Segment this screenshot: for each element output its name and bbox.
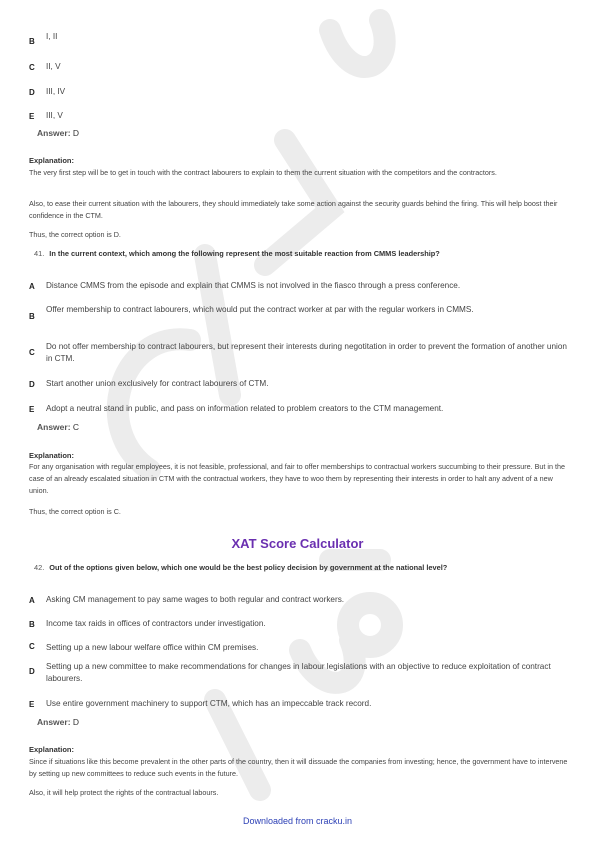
option-text: I, II (46, 32, 58, 41)
option-letter-c: C (29, 642, 35, 651)
explanation-text: Also, to ease their current situation with the labourers, they should immediately take some action against the security guards behind the firing. This will help boost their confidence in the CTM. (29, 199, 558, 220)
option-text: II, V (46, 62, 61, 71)
option-text: Distance CMMS from the episode and explain that CMMS is not involved in the fiasco through a press conference. (46, 281, 461, 290)
explanation-title: Explanation: (29, 156, 75, 165)
option-letter-b: B (29, 620, 35, 629)
option-letter-e: E (29, 405, 35, 414)
option-text: III, IV (46, 87, 66, 96)
option-text: Asking CM management to pay same wages to both regular and contract workers. (46, 595, 345, 604)
option-text: Setting up a new committee to make recommendations for changes in labour legislations with an objective to reduce exploitation of contract labourers. (46, 662, 551, 683)
explanation-text: Also, it will help protect the rights of the contractual labours. (29, 788, 219, 797)
option-letter-a: A (29, 282, 35, 291)
answer: Answer: D (37, 128, 80, 138)
question-41: 41. In the current context, which among the following represent the most suitable reaction from CMMS leadership? (34, 249, 440, 258)
option-letter-e: E (29, 700, 35, 709)
option-text: Do not offer membership to contract labourers, but represent their interests during negotitation in order to prevent the formation of another union in CTM. (46, 342, 567, 363)
option-text: Start another union exclusively for contract labourers of CTM. (46, 379, 269, 388)
option-letter-d: D (29, 88, 35, 97)
explanation-text: Since if situations like this become prevalent in the other parts of the country, then it will dissuade the companies from investing; hence, the government have to intervene by setting up new committees to reduce such events in the future. (29, 757, 568, 778)
option-letter-c: C (29, 348, 35, 357)
explanation-title: Explanation: (29, 745, 75, 754)
explanation-text: For any organisation with regular employees, it is not feasible, professional, and fair to offer memberships to contractual workers succumbing to their pressure. But in the case of an already escalated situation in CTM with the contractual workers, they have to woo them by representing their interests in order to halt any advent of a new union. (29, 462, 565, 495)
option-text: III, V (46, 111, 63, 120)
option-letter-a: A (29, 596, 35, 605)
option-text: Income tax raids in offices of contractors under investigation. (46, 619, 266, 628)
xat-score-calculator-link[interactable]: XAT Score Calculator (231, 536, 364, 551)
option-letter-d: D (29, 380, 35, 389)
option-letter-c: C (29, 63, 35, 72)
explanation-text: Thus, the correct option is D. (29, 230, 121, 239)
explanation-text: The very first step will be to get in touch with the contract labourers to explain to them the current situation with the competitors and the contractors. (29, 168, 497, 177)
option-text: Setting up a new labour welfare office within CM premises. (46, 643, 259, 652)
footer-download-link[interactable]: Downloaded from cracku.in (242, 816, 353, 826)
option-letter-d: D (29, 667, 35, 676)
question-42: 42. Out of the options given below, which one would be the best policy decision by government at the national level? (34, 563, 448, 572)
answer: Answer: D (37, 717, 80, 727)
option-letter-e: E (29, 112, 35, 121)
option-letter-b: B (29, 37, 35, 46)
explanation-text: Thus, the correct option is C. (29, 507, 121, 516)
option-text: Adopt a neutral stand in public, and pass on information related to problem creators to the CTM management. (46, 404, 444, 413)
option-letter-b: B (29, 312, 35, 321)
answer: Answer: C (37, 422, 80, 432)
explanation-title: Explanation: (29, 451, 75, 460)
option-text: Offer membership to contract labourers, which would put the contract worker at par with the regular workers in CMMS. (46, 305, 474, 314)
option-text: Use entire government machinery to support CTM, which has an impeccable track record. (46, 699, 372, 708)
